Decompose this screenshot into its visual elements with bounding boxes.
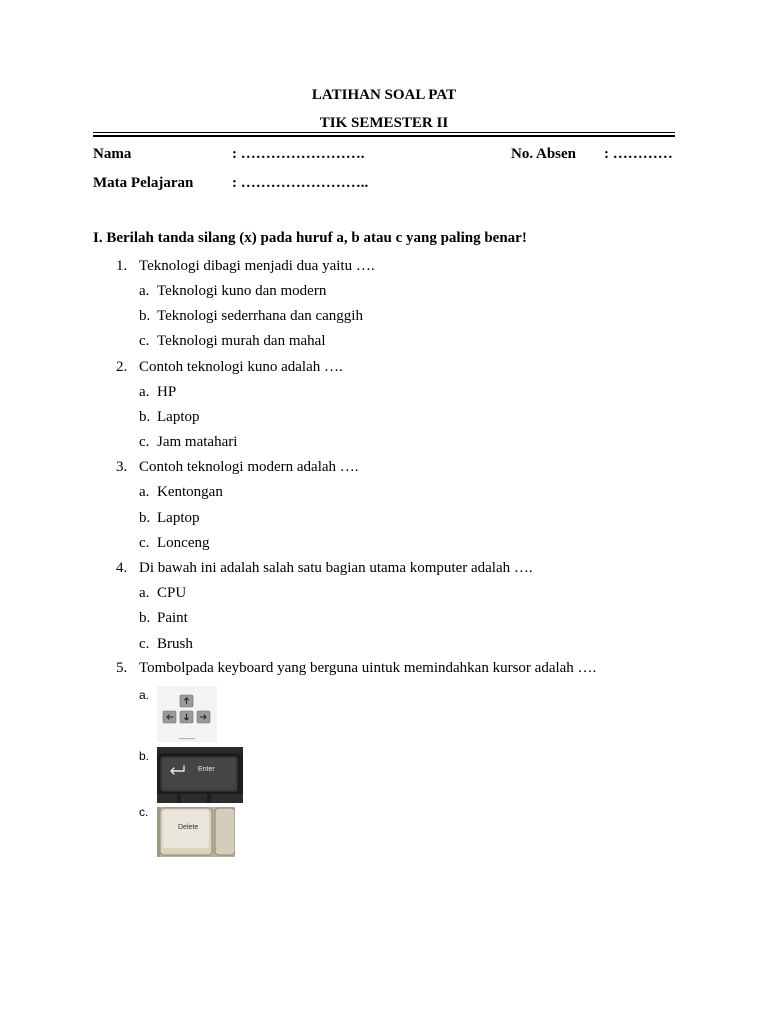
option-text: Teknologi kuno dan modern xyxy=(157,283,327,299)
option-text: Teknologi sederrhana dan canggih xyxy=(157,308,363,324)
option-letter[interactable]: b. xyxy=(139,749,150,763)
option-letter[interactable]: c. xyxy=(139,434,150,450)
absen-field[interactable]: : ………… xyxy=(604,146,673,162)
question-number: 2. xyxy=(116,359,128,375)
option-letter[interactable]: c. xyxy=(139,805,149,819)
name-field[interactable]: : ……………………. xyxy=(232,146,365,162)
section-instruction: I. Berilah tanda silang (x) pada huruf a, b atau c yang paling benar! xyxy=(93,230,527,246)
option-text: Brush xyxy=(157,636,193,652)
question-text: Teknologi dibagi menjadi dua yaitu …. xyxy=(139,258,375,274)
question-number: 1. xyxy=(116,258,128,274)
option-text: HP xyxy=(157,384,177,400)
option-letter[interactable]: b. xyxy=(139,308,151,324)
page-subtitle: TIK SEMESTER II xyxy=(319,115,449,131)
option-letter[interactable]: b. xyxy=(139,510,151,526)
option-text: Lonceng xyxy=(157,535,210,551)
question-number: 4. xyxy=(116,560,128,576)
option-letter[interactable]: c. xyxy=(139,333,150,349)
option-letter[interactable]: a. xyxy=(139,585,150,601)
option-letter[interactable]: b. xyxy=(139,409,151,425)
option-letter[interactable]: c. xyxy=(139,535,150,551)
option-text: Jam matahari xyxy=(157,434,238,450)
question-number: 5. xyxy=(116,660,128,676)
header-divider xyxy=(93,132,675,133)
option-letter[interactable]: b. xyxy=(139,610,151,626)
option-text: Paint xyxy=(157,610,188,626)
question-text: Tombolpada keyboard yang berguna uintuk memindahkan kursor adalah …. xyxy=(139,660,597,676)
option-text: Kentongan xyxy=(157,484,223,500)
option-letter[interactable]: a. xyxy=(139,384,150,400)
delete-key-label: Delete xyxy=(178,824,199,831)
header-divider-thick xyxy=(93,135,675,137)
option-text: Teknologi murah dan mahal xyxy=(157,333,326,349)
option-text: CPU xyxy=(157,585,187,601)
question-text: Contoh teknologi modern adalah …. xyxy=(139,459,359,475)
option-letter[interactable]: a. xyxy=(139,688,150,702)
enter-key-label: Enter xyxy=(198,766,215,773)
option-text: Laptop xyxy=(157,510,200,526)
absen-label: No. Absen xyxy=(511,146,577,162)
delete-key-icon[interactable] xyxy=(157,807,235,857)
option-letter[interactable]: c. xyxy=(139,636,150,652)
option-letter[interactable]: a. xyxy=(139,484,150,500)
page-title: LATIHAN SOAL PAT xyxy=(311,87,457,103)
question-text: Di bawah ini adalah salah satu bagian utama komputer adalah …. xyxy=(139,560,533,576)
subject-field[interactable]: : …………………….. xyxy=(232,175,369,191)
option-text: Laptop xyxy=(157,409,200,425)
subject-label: Mata Pelajaran xyxy=(93,175,194,191)
name-label: Nama xyxy=(93,146,132,162)
arrow-keys-icon[interactable] xyxy=(157,686,217,742)
question-number: 3. xyxy=(116,459,128,475)
option-letter[interactable]: a. xyxy=(139,283,150,299)
question-text: Contoh teknologi kuno adalah …. xyxy=(139,359,343,375)
enter-key-icon[interactable] xyxy=(157,747,243,803)
